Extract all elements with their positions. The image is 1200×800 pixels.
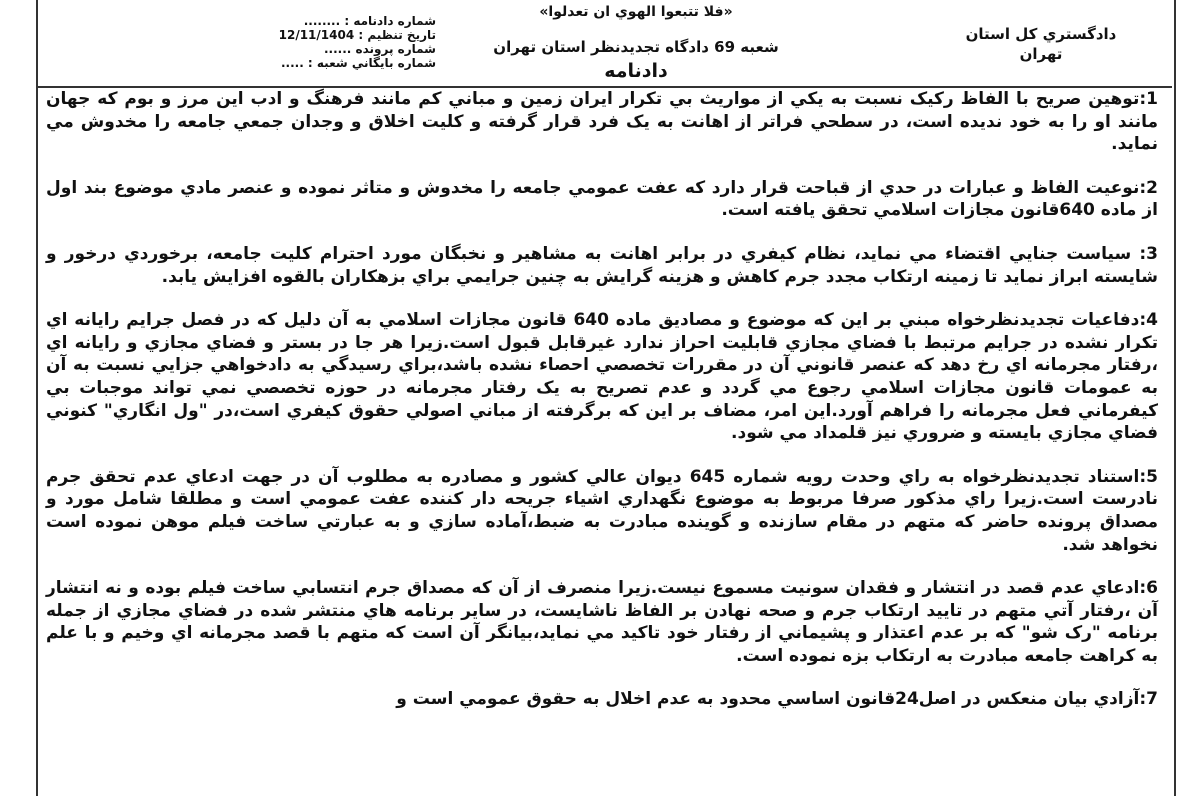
paragraph-number: 5: xyxy=(1139,466,1158,487)
document-body xyxy=(46,88,1158,711)
document-header xyxy=(36,0,1172,88)
paragraph-6 xyxy=(46,577,1158,667)
paragraph-number: 1: xyxy=(1139,89,1158,109)
paragraph-2 xyxy=(46,177,1158,222)
paragraph-number: 4: xyxy=(1139,310,1158,331)
paragraph-7 xyxy=(46,688,1158,711)
paragraph-1 xyxy=(46,88,1158,156)
case-number: شماره پرونده ...... xyxy=(323,42,436,56)
issue-date: تاريخ تنظيم : 12/11/1404 xyxy=(278,28,436,42)
paragraph-number: 7: xyxy=(1139,689,1158,710)
paragraph-5 xyxy=(46,466,1158,556)
document-title: دادنامه xyxy=(604,60,668,82)
court-branch: شعبه 69 دادگاه تجديدنظر استان تهران xyxy=(493,38,779,56)
paragraph-text: توهين صريح با الفاظ رکيک نسبت به يکي از مواريث بي تکرار ايران زمين و مباني کم مانند فرهنگ و ادب اين مرز و بوم که جهان مانند او را به خود نديده است، در سطحي فراتر از اهانت به يک فرد قرار گرفته و کليت اخلاق و وجدان جمعي جامعه را مخدوش مي نمايد. xyxy=(46,89,1158,155)
paragraph-3 xyxy=(46,243,1158,288)
paragraph-text: دفاعيات تجديدنظرخواه مبني بر اين که موضوع و مصاديق ماده 640 قانون مجازات اسلامي به آن دليل که در فصل جرايم رايانه اي تکرار نشده در جرايم مرتبط با فضاي مجازي قابليت احراز ندارد غيرقابل قبول است.زيرا هر جا در بستر و فضاي مجازي و رايانه اي ،رفتار مجرمانه اي رخ دهد که عنصر قانوني آن در مقررات تخصصي احصاء نشده باشد،براي رسيدگي به دادخواهي جزايي نسبت به آن به عمومات قانون مجازات اسلامي رجوع مي گردد و عدم تصريح به يک رفتار مجرمانه در حوزه تخصصي نمي تواند موجبات بي کيفرماني فعل مجرمانه را فراهم آورد.اين امر، مضاف بر اين که برگرفته از مباني اصولي حقوق کيفري است،در "ول انگاري" کنوني فضاي مجازي بايسته و ضروري نيز قلمداد مي شود. xyxy=(46,310,1158,444)
organization-name: دادگستري کل استان تهران xyxy=(965,25,1117,63)
paragraph-number: 3: xyxy=(1139,243,1158,264)
motto: «فلا تتبعوا الهوي ان تعدلوا» xyxy=(539,4,733,20)
paragraph-text: آزادي بيان منعکس در اصل24قانون اساسي محدود به عدم اخلال به حقوق عمومي است و xyxy=(396,689,1140,710)
archive-number: شماره بايگاني شعبه : ..... xyxy=(280,56,436,70)
paragraph-text: ادعاي عدم قصد در انتشار و فقدان سونيت مسموع نيست.زيرا منصرف از آن که مصداق جرم انتسابي ساخت فيلم بوده و نه انتشار آن ،رفتار آتي متهم در تاييد ارتکاب جرم و صحه نهادن بر الفاظ ناشايست، در ساير برنامه هاي منتشر شده در فضاي مجازي از جمله برنامه "رک شو" که بر عدم اعتذار و پشيماني از رفتار خود تاکيد مي نمايد،بيانگر آن است که متهم با قصد مجرمانه اي وخيم و با علم به کراهت جامعه مبادرت به ارتکاب بزه نموده است. xyxy=(46,578,1158,666)
header-fields xyxy=(186,14,436,70)
paragraph-number: 2: xyxy=(1139,177,1158,198)
paragraph-text: سياست جنايي اقتضاء مي نمايد، نظام کيفري در برابر اهانت به مشاهير و نخبگان مورد احترام کليت جامعه، برخوردي درخور و شايسته ابراز نمايد تا زمينه ارتکاب مجدد جرم کاهش و هزينه گرايش به چنين جرايمي براي بزهکاران بالقوه افزايش يابد. xyxy=(46,243,1158,287)
verdict-number: شماره دادنامه : ........ xyxy=(303,14,436,28)
paragraph-number: 6: xyxy=(1139,578,1158,599)
paragraph-4 xyxy=(46,309,1158,445)
paragraph-text: نوعيت الفاظ و عبارات در حدي از قباحت قرار دارد که عفت عمومي جامعه را مخدوش و متاثر نموده و عنصر مادي موضوع بند اول از ماده 640قانون مجازات اسلامي تحقق يافته است. xyxy=(46,177,1158,221)
paragraph-text: استناد تجديدنظرخواه به راي وحدت رويه شماره 645 ديوان عالي کشور و مصادره به مطلوب آن در جهت ادعاي عدم تحقق جرم نادرست است.زيرا راي مذکور صرفا مربوط به موضوع نگهداري اشياء جريحه دار کننده عفت عمومي است و مطلقا شامل مورد و مصداق پرونده حاضر که متهم در مقام سازنده و گوينده مبادرت به ضبط،آماده سازي و به عبارتي ساخت فيلم موهن نموده است نخواهد شد. xyxy=(46,466,1158,555)
